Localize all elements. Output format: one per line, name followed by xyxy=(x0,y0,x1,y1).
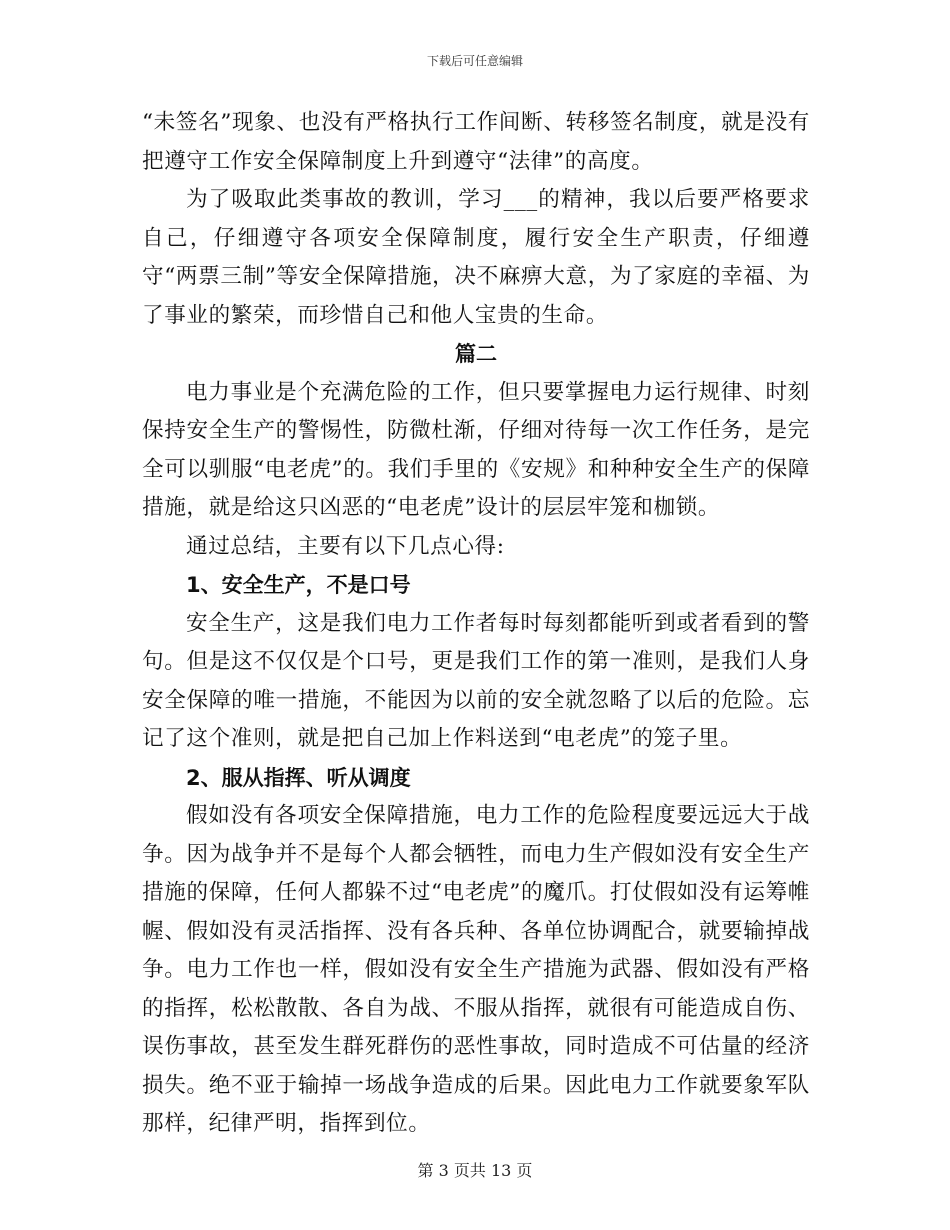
subheading: 2、服从指挥、听从调度 xyxy=(186,765,411,790)
paragraph: 通过总结，主要有以下几点心得: xyxy=(186,533,505,559)
section-title: 篇二 xyxy=(455,342,497,366)
paragraph: 假如没有各项安全保障措施，电力工作的危险程度要远远大于战争。因为战争并不是每个人都会牺牲，而电力生产假如没有安全生产措施的保障，任何人都躲不过“电老虎”的魔爪。打仗假如没有运筹帷幄、假如没有灵活指挥、没有各兵种、各单位协调配合，就要输掉战争。电力工作也一样，假如没有安全生产措施为武器、假如没有严格的指挥，松松散散、各自为战、不服从指挥，就很有可能造成自伤、误伤事故，甚至发生群死群伤的恶性事故，同时造成不可估量的经济损失。绝不亚于输掉一场战争造成的后果。因此电力工作就要象军队那样，纪律严明，指挥到位。 xyxy=(142,803,810,1136)
document-body xyxy=(142,104,810,1144)
page-header: 下载后可任意编辑 xyxy=(426,54,523,68)
paragraph: 电力事业是个充满危险的工作，但只要掌握电力运行规律、时刻保持安全生产的警惕性，防微杜渐，仔细对待每一次工作任务，是完全可以驯服“电老虎”的。我们手里的《安规》和种种安全生产的保障措施，就是给这只凶恶的“电老虎”设计的层层牢笼和枷锁。 xyxy=(142,379,810,520)
paragraph: 安全生产，这是我们电力工作者每时每刻都能听到或者看到的警句。但是这不仅仅是个口号，更是我们工作的第一准则，是我们人身安全保障的唯一措施，不能因为以前的安全就忽略了以后的危险。忘记了这个准则，就是把自己加上作料送到“电老虎”的笼子里。 xyxy=(142,610,810,751)
paragraph: 为了吸取此类事故的教训，学习___的精神，我以后要严格要求自己，仔细遵守各项安全保障制度，履行安全生产职责，仔细遵守“两票三制”等安全保障措施，决不麻痹大意，为了家庭的幸福、为了事业的繁荣，而珍惜自己和他人宝贵的生命。 xyxy=(142,187,810,328)
subheading: 1、安全生产，不是口号 xyxy=(186,573,411,597)
page-footer: 第 3 页共 13 页 xyxy=(417,1161,533,1180)
paragraph-continued: “未签名”现象、也没有严格执行工作间断、转移签名制度，就是没有把遵守工作安全保障制度上升到遵守“法律”的高度。 xyxy=(142,110,810,174)
